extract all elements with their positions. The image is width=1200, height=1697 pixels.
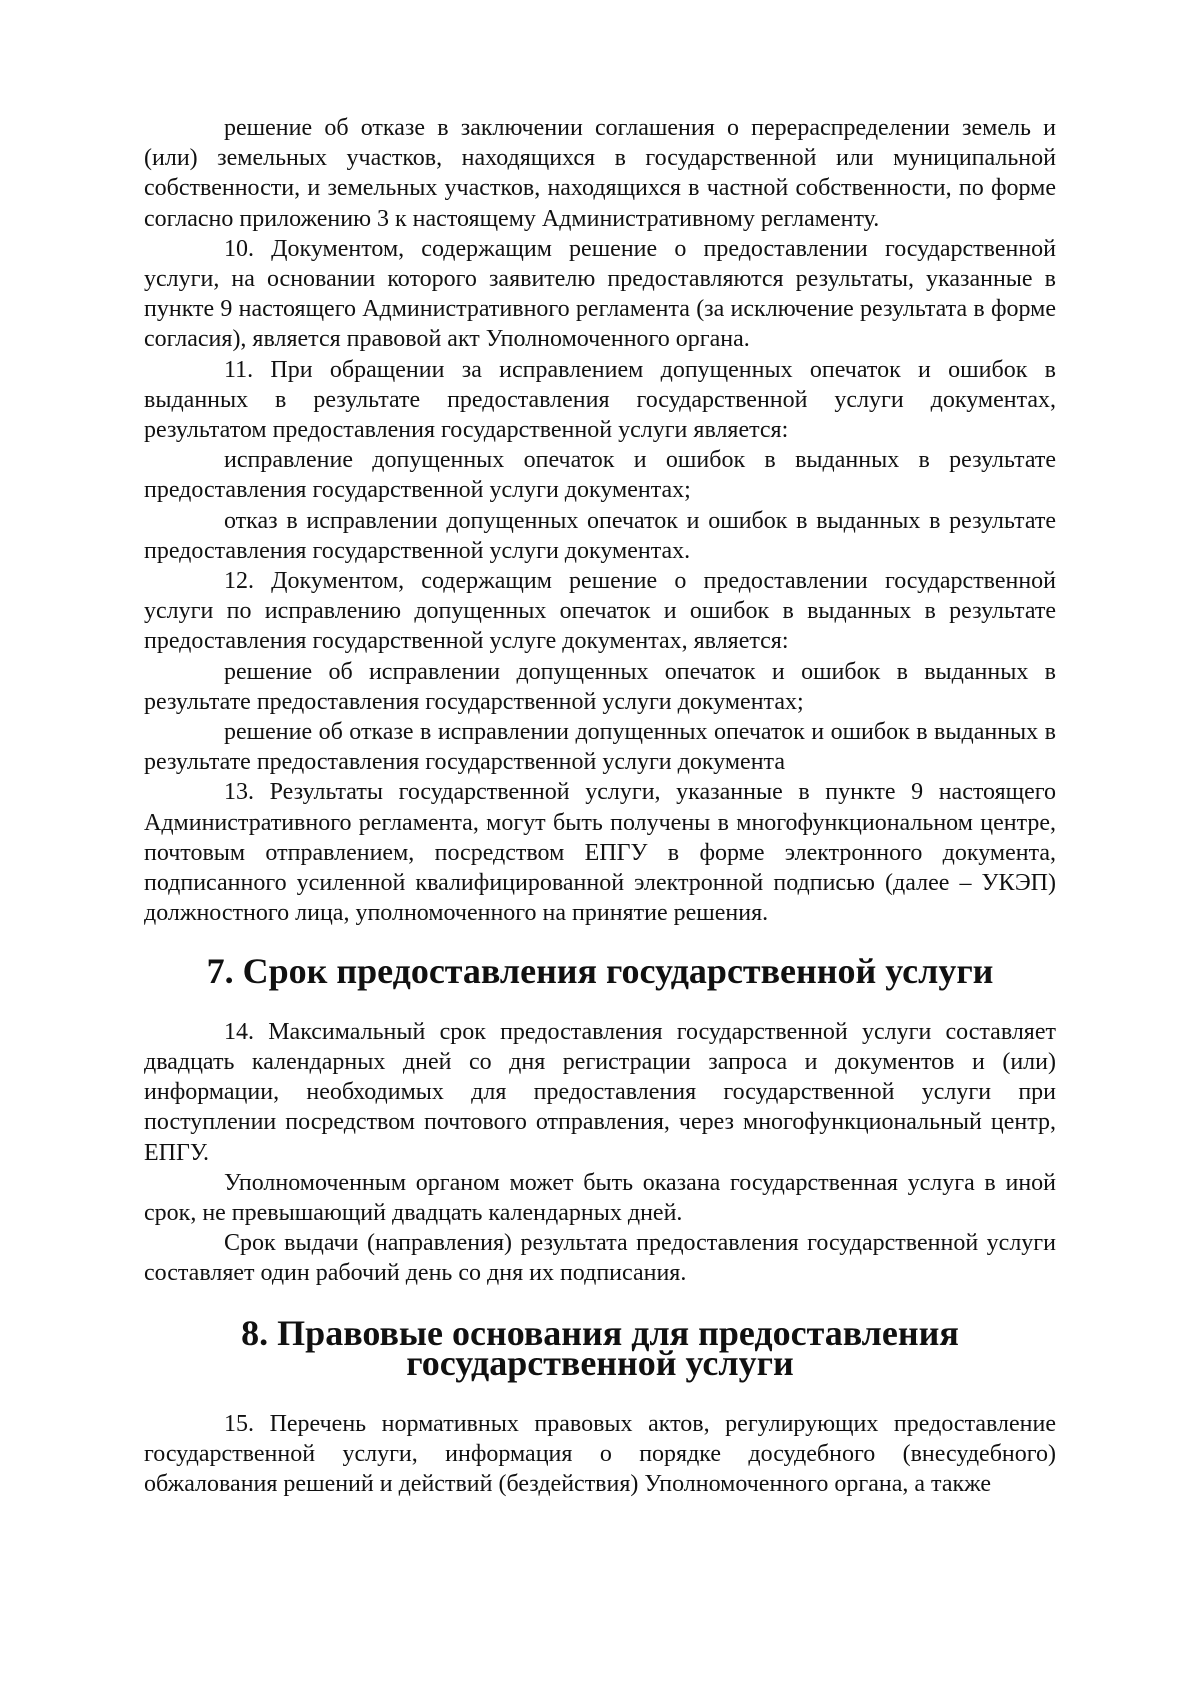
paragraph-11: 11. При обращении за исправлением допущенных опечаток и ошибок в выданных в результате предоставления государственной услуги документах, результатом предоставления государственной услуги является: [144, 356, 1056, 444]
paragraph-10: 10. Документом, содержащим решение о предоставлении государственной услуги, на основании которого заявителю предоставляются результаты, указанные в пункте 9 настоящего Административного регламента (за исключение результата в форме согласия), является правовой акт Уполномоченного органа. [144, 235, 1056, 353]
section-7-heading: 7. Срок предоставления государственной услуги [206, 951, 994, 992]
paragraph-12-correction: решение об исправлении допущенных опечаток и ошибок в выданных в результате предоставления государственной услуги документах; [144, 658, 1056, 715]
paragraph-15: 15. Перечень нормативных правовых актов, регулирующих предоставление государственной услуги, информация о порядке досудебного (внесудебного) обжалования решений и действий (бездействия) Уполномоченного органа, а также [144, 1410, 1056, 1498]
paragraph-12-refusal: решение об отказе в исправлении допущенных опечаток и ошибок в выданных в результате предоставления государственной услуги документа [144, 719, 1056, 776]
paragraph-12: 12. Документом, содержащим решение о предоставлении государственной услуги по исправлению допущенных опечаток и ошибок в выданных в результате предоставления государственной услуге документах, является: [144, 568, 1056, 655]
paragraph-14: 14. Максимальный срок предоставления государственной услуги составляет двадцать календарных дней со дня регистрации запроса и документов и (или) информации, необходимых для предоставления государственной услуги при поступлении посредством почтового отправления, через многофункциональный центр, ЕПГУ. [144, 1018, 1056, 1166]
paragraph-refusal-decision: решение об отказе в заключении соглашения о перераспределении земель и (или) земельных участков, находящихся в государственной или муниципальной собственности, и земельных участков, находящихся в частной собственности, по форме согласно приложению 3 к настоящему Административному регламенту. [144, 115, 1056, 232]
section-8-heading: 8. Правовые основания для предоставления государственной услуги [241, 1312, 959, 1383]
paragraph-11-correction: исправление допущенных опечаток и ошибок в выданных в результате предоставления государственной услуги документах; [144, 447, 1056, 504]
paragraph-14-issue-term: Срок выдачи (направления) результата предоставления государственной услуги составляет один рабочий день со дня их подписания. [144, 1230, 1056, 1287]
document-page [144, 113, 1056, 1500]
paragraph-11-refusal: отказ в исправлении допущенных опечаток и ошибок в выданных в результате предоставления государственной услуги документах. [144, 507, 1056, 564]
paragraph-13: 13. Результаты государственной услуги, указанные в пункте 9 настоящего Административного регламента, могут быть получены в многофункциональном центре, почтовым отправлением, посредством ЕПГУ в форме электронного документа, подписанного усиленной квалифицированной электронной подписью (далее – УКЭП) должностного лица, уполномоченного на принятие решения. [144, 779, 1056, 927]
paragraph-14-alt-term: Уполномоченным органом может быть оказана государственная услуга в иной срок, не превышающий двадцать календарных дней. [144, 1169, 1056, 1226]
